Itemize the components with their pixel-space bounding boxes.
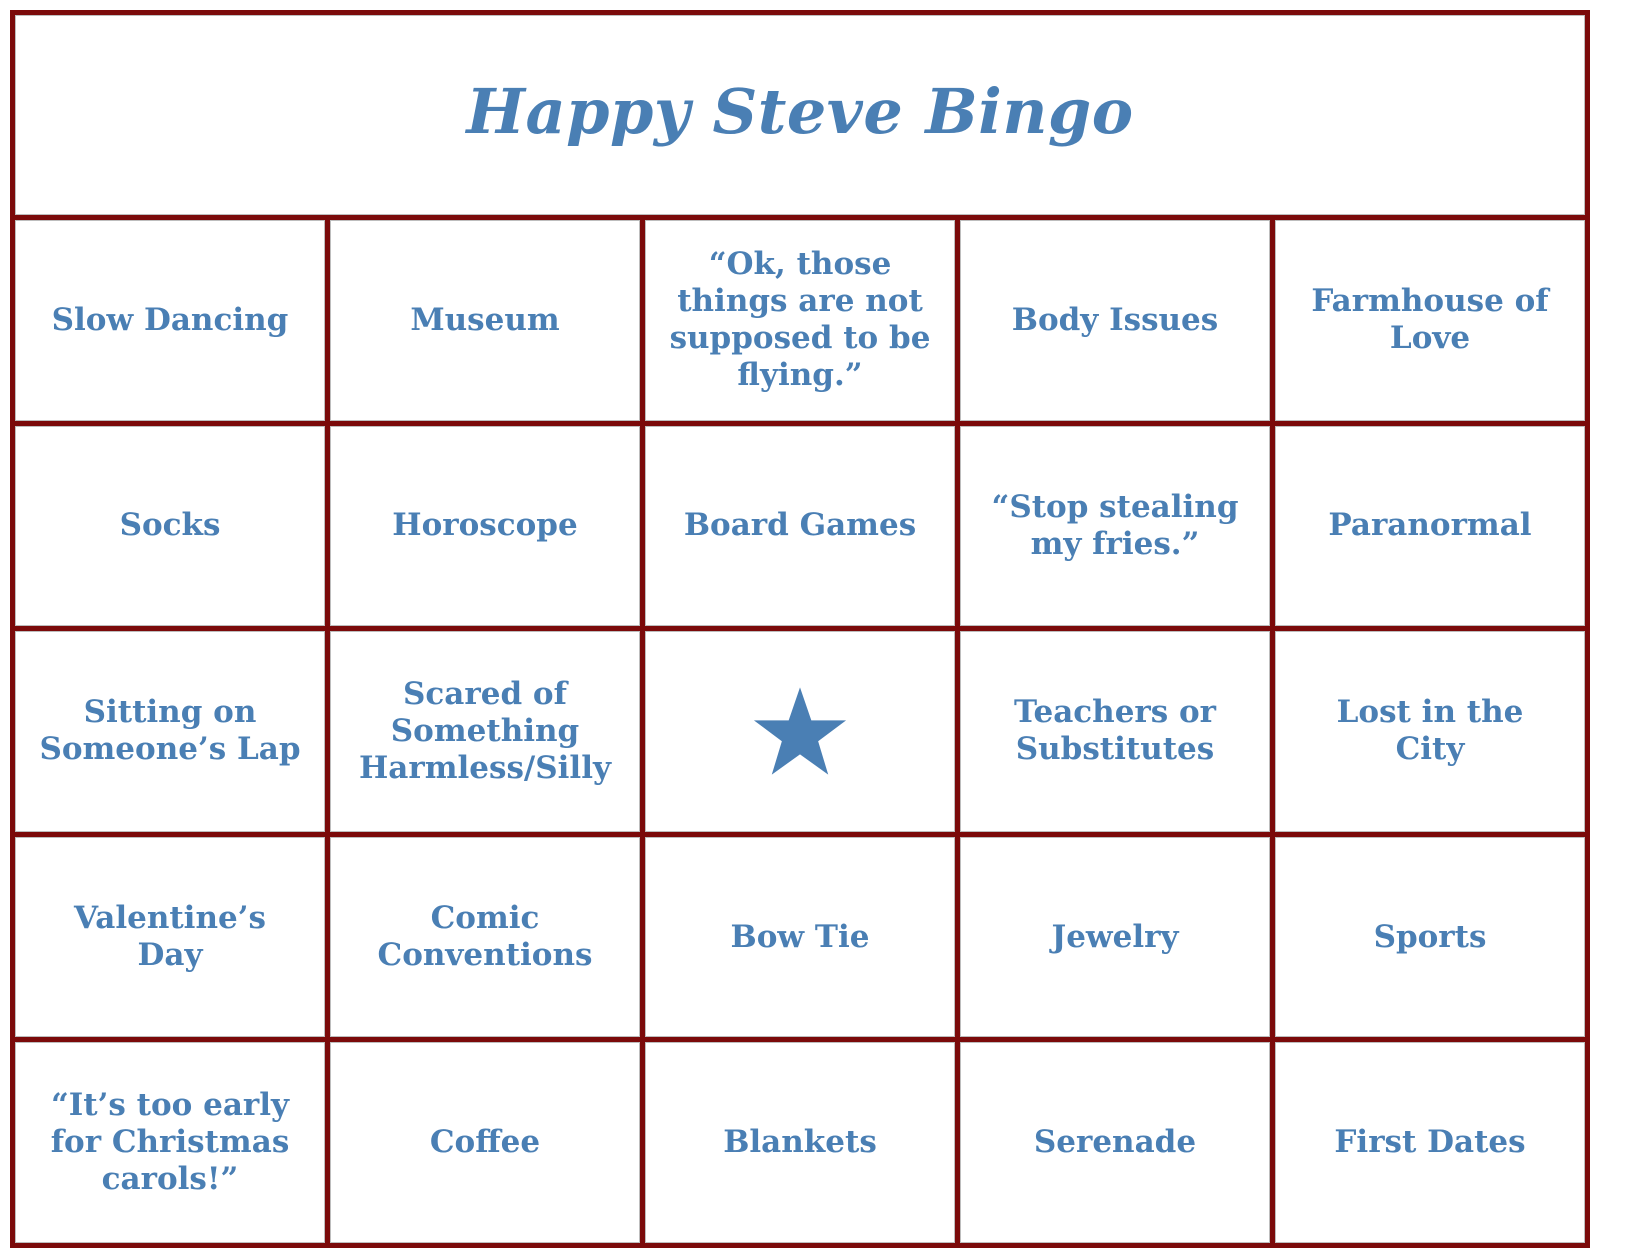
bingo-cell[interactable]	[645, 220, 955, 421]
bingo-cell[interactable]	[960, 631, 1270, 832]
bingo-cell[interactable]	[1275, 220, 1585, 421]
cell-label: Sitting on Someone’s Lap	[39, 694, 301, 768]
cell-label: Lost in the City	[1336, 694, 1524, 768]
cell-label: Museum	[410, 301, 560, 338]
cell-label: Board Games	[683, 507, 917, 544]
cell-label: Horoscope	[392, 507, 578, 544]
bingo-cell[interactable]	[1275, 426, 1585, 627]
title-banner	[15, 15, 1585, 215]
bingo-row-3	[15, 631, 1585, 832]
bingo-cell[interactable]	[1275, 1042, 1585, 1243]
cell-label: Slow Dancing	[51, 301, 289, 338]
bingo-cell[interactable]	[15, 631, 325, 832]
cell-label: Coffee	[429, 1124, 541, 1161]
bingo-cell[interactable]	[960, 837, 1270, 1038]
bingo-cell[interactable]	[15, 426, 325, 627]
bingo-cell[interactable]	[960, 220, 1270, 421]
cell-label: Blankets	[723, 1124, 877, 1161]
cell-label: “It’s too early for Christmas carols!”	[50, 1087, 290, 1198]
cell-label: Farmhouse of Love	[1311, 283, 1549, 357]
bingo-row-2	[15, 426, 1585, 627]
cell-label: Bow Tie	[730, 918, 870, 955]
bingo-row-1	[15, 220, 1585, 421]
cell-label: Comic Conventions	[377, 900, 593, 974]
cell-label: Jewelry	[1051, 918, 1179, 955]
bingo-cell[interactable]	[330, 220, 640, 421]
cell-label: Paranormal	[1328, 507, 1532, 544]
bingo-cell[interactable]	[330, 426, 640, 627]
cell-label: Body Issues	[1011, 301, 1219, 338]
bingo-cell[interactable]	[960, 1042, 1270, 1243]
cell-label: Teachers or Substitutes	[1013, 694, 1217, 768]
cell-label: Socks	[119, 507, 221, 544]
bingo-cell[interactable]	[330, 1042, 640, 1243]
cell-label: Sports	[1373, 918, 1487, 955]
bingo-row-4	[15, 837, 1585, 1038]
bingo-cell[interactable]	[330, 837, 640, 1038]
bingo-cell[interactable]	[960, 426, 1270, 627]
bingo-cell[interactable]	[15, 220, 325, 421]
cell-label: Serenade	[1033, 1124, 1197, 1161]
bingo-cell[interactable]	[645, 1042, 955, 1243]
bingo-cell[interactable]	[645, 837, 955, 1038]
free-space-cell[interactable]	[645, 631, 955, 832]
bingo-cell[interactable]	[645, 426, 955, 627]
bingo-cell[interactable]	[330, 631, 640, 832]
cell-label: Valentine’s Day	[74, 900, 266, 974]
bingo-row-5	[15, 1042, 1585, 1243]
star-icon	[752, 685, 848, 777]
cell-label: “Ok, those things are not supposed to be flying.”	[669, 246, 931, 394]
bingo-card	[10, 10, 1590, 1248]
page-title: Happy Steve Bingo	[466, 74, 1134, 148]
cell-label: “Stop stealing my fries.”	[991, 488, 1239, 562]
bingo-cell[interactable]	[1275, 631, 1585, 832]
bingo-cell[interactable]	[15, 1042, 325, 1243]
cell-label: First Dates	[1334, 1124, 1526, 1161]
cell-label: Scared of Something Harmless/Silly	[359, 675, 611, 786]
bingo-cell[interactable]	[15, 837, 325, 1038]
bingo-cell[interactable]	[1275, 837, 1585, 1038]
